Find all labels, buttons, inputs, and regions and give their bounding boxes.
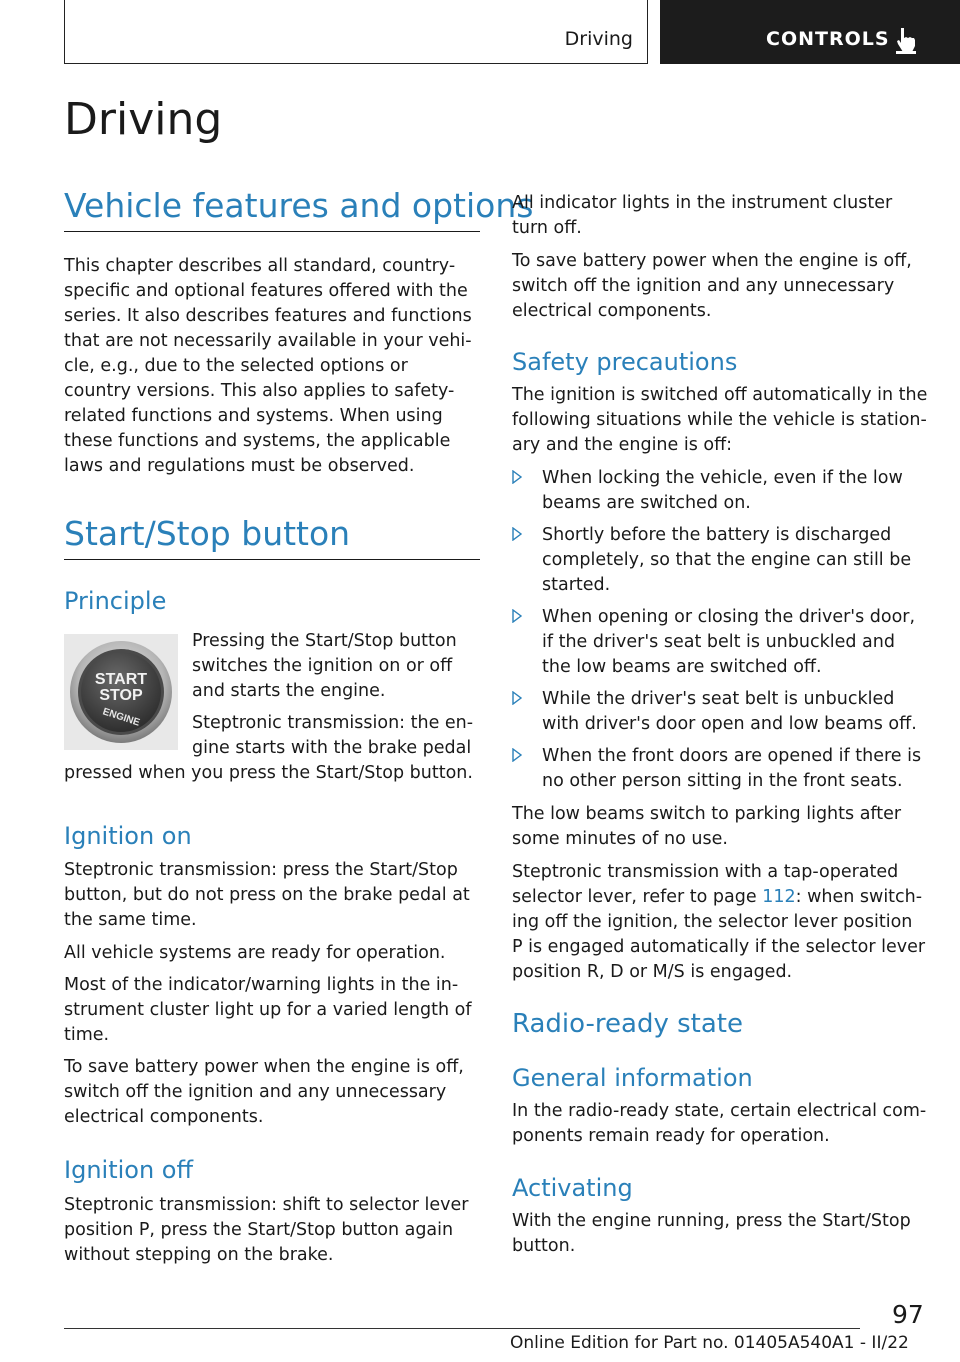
general-information-heading: General information xyxy=(512,1064,753,1092)
start-stop-button-line2: STOP xyxy=(99,687,143,704)
page-reference-link[interactable]: 112 xyxy=(762,887,796,907)
principle-heading: Principle xyxy=(64,587,167,615)
low-beams-paragraph: The low beams switch to parking lights after some minutes of no use. xyxy=(512,804,902,849)
list-item: When locking the vehicle, even if the low beams are switched on. xyxy=(512,466,928,516)
start-stop-button-ring: ENGINE xyxy=(101,706,142,729)
tap-operated-paragraph: Steptronic transmission with a tap-operated selector lever, refer to page 112: when switch‐ing off the ignition, the selector lever position P is engaged automatically if the selector lever position R, D or M/S is engaged. xyxy=(512,862,926,982)
general-information-body: In the radio-ready state, certain electrical com‐ponents remain ready for operation. xyxy=(512,1101,927,1146)
start-stop-button-image xyxy=(64,634,178,750)
page-number: 97 xyxy=(892,1300,924,1329)
radio-ready-heading: Radio-ready state xyxy=(512,1009,743,1039)
safety-heading: Safety precautions xyxy=(512,348,738,376)
triangle-bullet-icon xyxy=(512,748,522,762)
list-item: When opening or closing the driver's door, if the driver's seat belt is unbuckled and the low beams are switched off. xyxy=(512,605,928,680)
header-chapter-label: CONTROLS xyxy=(766,28,890,50)
principle-p2a: Steptronic transmission: the en‐ xyxy=(192,713,474,733)
chapter-title: Driving xyxy=(64,94,223,145)
vehicle-features-body: This chapter describes all standard, country-specific and optional features offered with the series. It also describes features and functions that are not necessarily available in your vehi‐cle, e.g., due to the selected options or country versions. This also applies to safety-related functions and systems. When using these functions and systems, the applicable laws and regulations must be observed. xyxy=(64,256,472,476)
activating-heading: Activating xyxy=(512,1174,633,1202)
header-chapter-tab xyxy=(660,0,960,64)
ignition-off-heading: Ignition off xyxy=(64,1156,194,1184)
list-item: While the driver's seat belt is unbuckled with driver's door open and low beams off. xyxy=(512,687,928,737)
header-section-tab xyxy=(64,0,648,64)
triangle-bullet-icon xyxy=(512,609,522,623)
ignition-on-p4: To save battery power when the engine is off, switch off the ignition and any unnecessary electrical components. xyxy=(64,1057,464,1127)
right-p2: To save battery power when the engine is off, switch off the ignition and any unnecessary electrical components. xyxy=(512,251,912,321)
principle-p1: Pressing the Start/Stop button switches the ignition on or off and starts the engine. xyxy=(192,631,457,701)
footer-edition: Online Edition for Part no. 01405A540A1 - II/22 xyxy=(510,1333,909,1353)
hand-pointer-icon xyxy=(894,26,918,54)
start-stop-button-line1: START xyxy=(94,671,148,688)
ignition-on-p2: All vehicle systems are ready for operation. xyxy=(64,943,446,963)
list-item: Shortly before the battery is discharged completely, so that the engine can still be started. xyxy=(512,523,928,598)
header-section-label: Driving xyxy=(564,28,633,50)
triangle-bullet-icon xyxy=(512,470,522,484)
principle-p2b: gine starts with the brake pedal xyxy=(192,738,472,758)
ignition-on-p1: Steptronic transmission: press the Start/Stop button, but do not press on the brake pedal at the same time. xyxy=(64,860,470,930)
safety-list xyxy=(512,466,928,801)
triangle-bullet-icon xyxy=(512,691,522,705)
principle-p2c: pressed when you press the Start/Stop button. xyxy=(64,763,473,783)
ignition-on-p3: Most of the indicator/warning lights in the in‐strument cluster light up for a varied length of time. xyxy=(64,975,472,1045)
ignition-off-p1: Steptronic transmission: shift to selector lever position P, press the Start/Stop button again without stepping on the brake. xyxy=(64,1195,469,1265)
list-item: When the front doors are opened if there is no other person sitting in the front seats. xyxy=(512,744,928,794)
start-stop-heading: Start/Stop button xyxy=(64,514,480,560)
triangle-bullet-icon xyxy=(512,527,522,541)
safety-intro: The ignition is switched off automatically in the following situations while the vehicle is station‐ary and the engine is off: xyxy=(512,385,928,455)
ignition-on-heading: Ignition on xyxy=(64,822,192,850)
footer-divider xyxy=(64,1328,860,1329)
vehicle-features-heading: Vehicle features and options xyxy=(64,186,480,232)
right-p1: All indicator lights in the instrument cluster turn off. xyxy=(512,193,893,238)
activating-body: With the engine running, press the Start/Stop button. xyxy=(512,1211,911,1256)
